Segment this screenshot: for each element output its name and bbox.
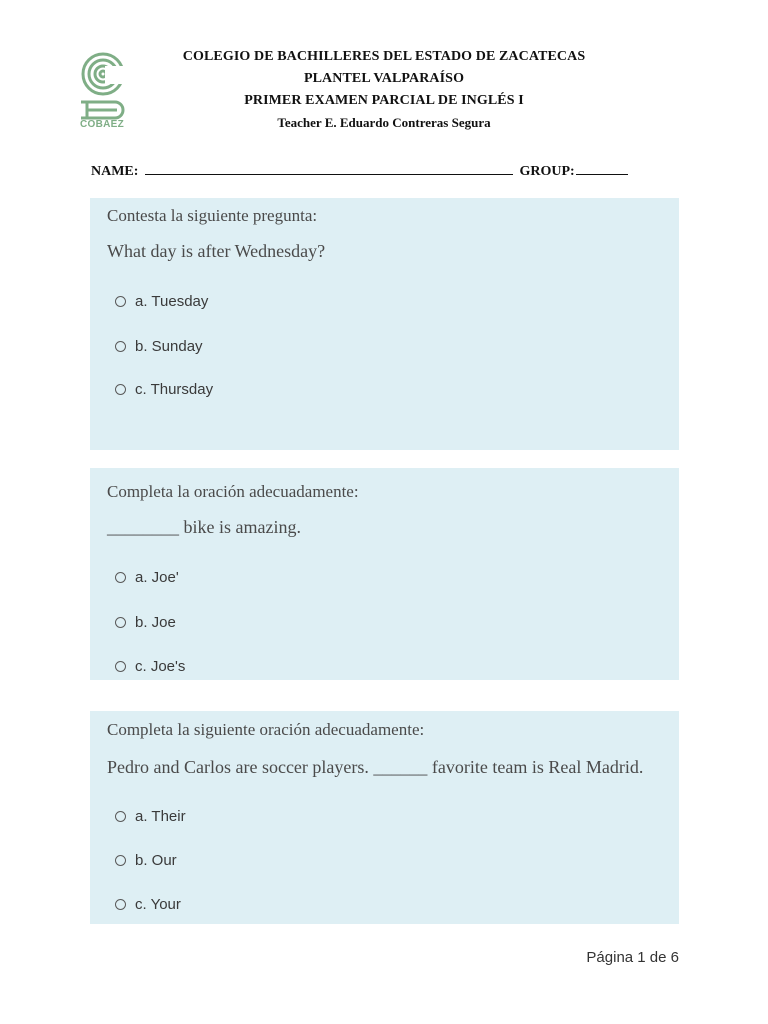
name-group-row	[91, 160, 651, 180]
option-label: a. Tuesday	[135, 292, 209, 310]
exam-title: PRIMER EXAMEN PARCIAL DE INGLÉS I	[244, 93, 524, 108]
name-field[interactable]	[145, 160, 513, 175]
page-number: Página 1 de 6	[586, 949, 679, 966]
answer-option[interactable]	[115, 807, 186, 825]
question-instruction: Completa la siguiente oración adecuadamente:	[107, 720, 425, 739]
option-label: c. Thursday	[135, 380, 214, 398]
school-name: COLEGIO DE BACHILLERES DEL ESTADO DE ZACATECAS	[182, 49, 586, 64]
question-instruction: Contesta la siguiente pregunta:	[107, 206, 318, 225]
radio-button-icon[interactable]	[115, 384, 126, 395]
question-stem: ________ bike is amazing.	[107, 517, 301, 537]
radio-button-icon[interactable]	[115, 661, 126, 672]
answer-option[interactable]	[115, 337, 203, 355]
option-label: c. Joe's	[135, 657, 186, 675]
answer-option[interactable]	[115, 380, 213, 398]
radio-button-icon[interactable]	[115, 855, 126, 866]
answer-option[interactable]	[115, 292, 208, 310]
name-label: NAME:	[91, 164, 139, 179]
teacher-name: Teacher E. Eduardo Contreras Segura	[277, 115, 491, 130]
answer-option[interactable]	[115, 613, 176, 631]
campus-name: PLANTEL VALPARAÍSO	[303, 71, 465, 86]
option-label: a. Joe'	[135, 568, 179, 586]
question-card-2	[90, 468, 679, 680]
option-label: b. Our	[135, 851, 177, 869]
answer-option[interactable]	[115, 895, 181, 913]
option-label: b. Sunday	[135, 337, 203, 355]
radio-button-icon[interactable]	[115, 811, 126, 822]
option-label: c. Your	[135, 895, 181, 913]
answer-option[interactable]	[115, 657, 185, 675]
document-header	[150, 46, 618, 134]
group-label: GROUP:	[519, 164, 575, 179]
radio-button-icon[interactable]	[115, 572, 126, 583]
option-label: b. Joe	[135, 613, 176, 631]
radio-button-icon[interactable]	[115, 341, 126, 352]
radio-button-icon[interactable]	[115, 617, 126, 628]
answer-option[interactable]	[115, 851, 177, 869]
logo-label: COBAEZ	[80, 119, 125, 130]
answer-option[interactable]	[115, 568, 179, 586]
option-label: a. Their	[135, 807, 186, 825]
question-stem: What day is after Wednesday?	[107, 241, 326, 261]
radio-button-icon[interactable]	[115, 899, 126, 910]
question-instruction: Completa la oración adecuadamente:	[107, 482, 359, 501]
question-card-1	[90, 198, 679, 450]
question-card-3	[90, 711, 679, 924]
question-stem: Pedro and Carlos are soccer players. ______ favorite team is Real Madrid.	[107, 757, 644, 777]
radio-button-icon[interactable]	[115, 296, 126, 307]
group-field[interactable]	[576, 160, 628, 175]
